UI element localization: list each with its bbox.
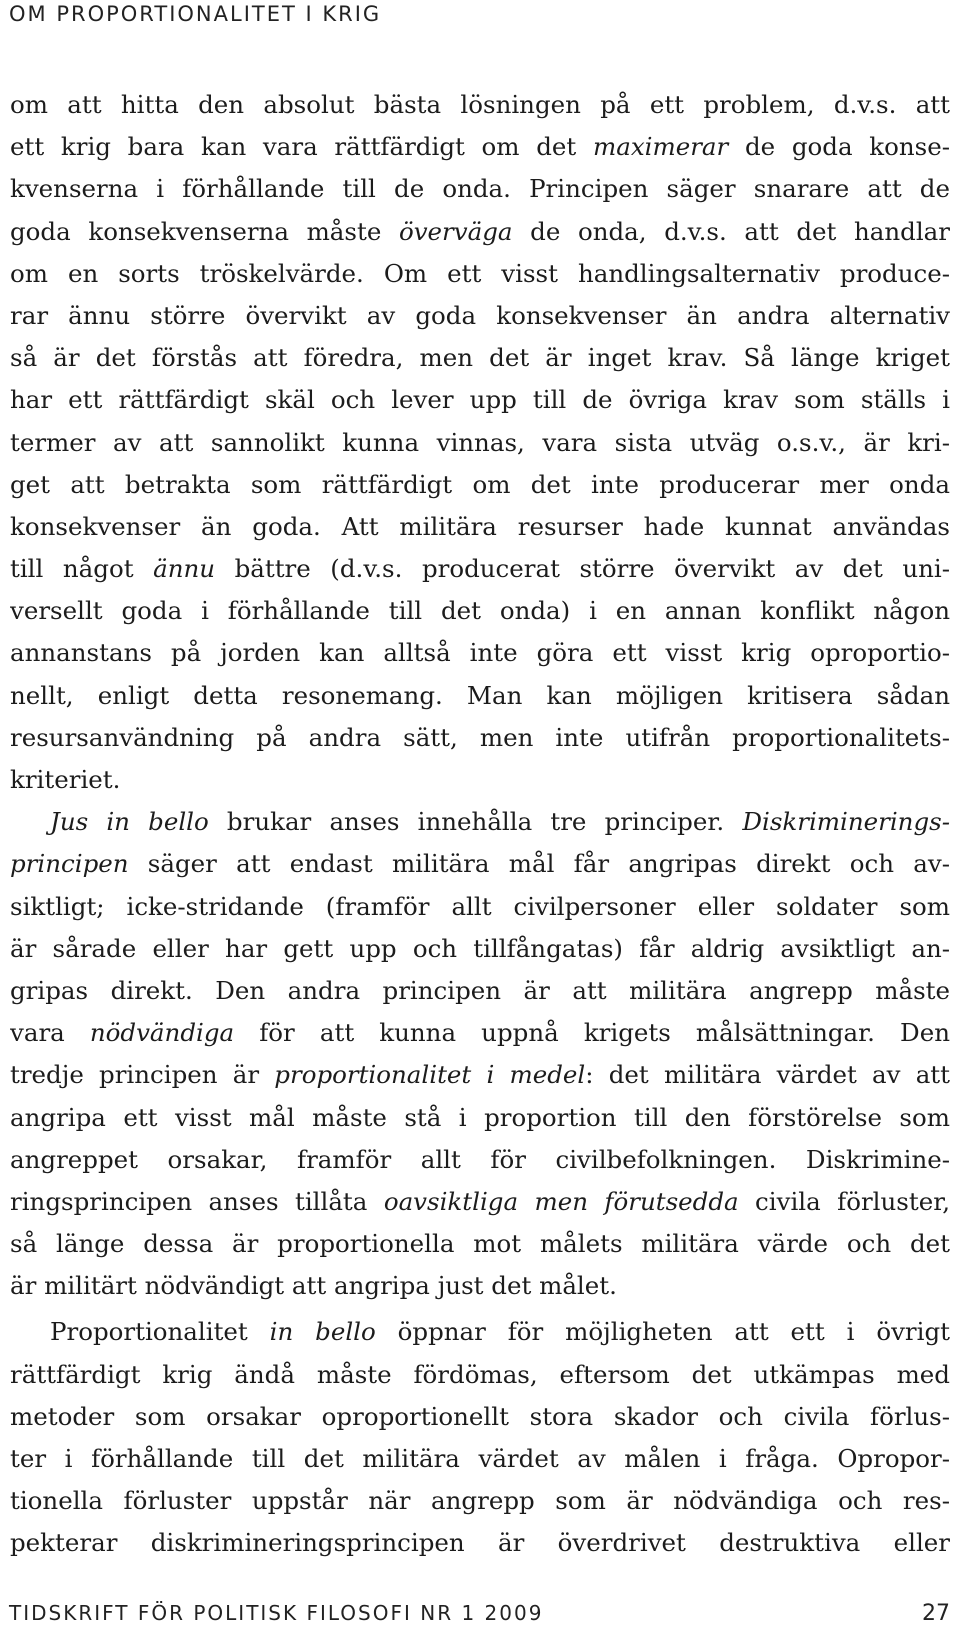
text-line: angreppet orsakar, framför allt för civilbefolkningen. Diskrimine-	[10, 1144, 950, 1174]
text-line: versellt goda i förhållande till det onda) i en annan konflikt någon	[10, 596, 950, 626]
text-line: annanstans på jorden kan alltså inte göra ett visst krig oproportio-	[10, 638, 950, 668]
text-line: kriteriet.	[10, 765, 121, 794]
text-line: rar ännu större övervikt av goda konsekvenser än andra alternativ	[10, 300, 950, 330]
running-head: OM PROPORTIONALITET I KRIG	[9, 2, 382, 26]
body-text	[10, 84, 950, 1565]
text-line: metoder som orsakar oproportionellt stora skador och civila förlus-	[10, 1401, 950, 1431]
text-line: om en sorts tröskelvärde. Om ett visst handlingsalternativ produce-	[10, 258, 950, 288]
text-line: rättfärdigt krig ändå måste fördömas, eftersom det utkämpas med	[10, 1359, 950, 1389]
page-number: 27	[922, 1601, 950, 1626]
text-line: ringsprincipen anses tillåta oavsiktliga men förutsedda civila förluster,	[10, 1186, 950, 1216]
text-line: pekterar diskrimineringsprincipen är överdrivet destruktiva eller	[10, 1528, 950, 1558]
text-line: Proportionalitet in bello öppnar för möjligheten att ett i övrigt	[50, 1317, 950, 1347]
text-line: nellt, enligt detta resonemang. Man kan möjligen kritisera sådan	[10, 680, 950, 710]
text-line: till något ännu bättre (d.v.s. producerat större övervikt av det uni-	[10, 554, 950, 584]
text-line: om att hitta den absolut bästa lösningen på ett problem, d.v.s. att	[10, 90, 950, 119]
text-line: är militärt nödvändigt att angripa just det målet.	[10, 1271, 617, 1301]
text-line: ter i förhållande till det militära värdet av målen i fråga. Opropor-	[10, 1444, 950, 1473]
text-line: tionella förluster uppstår när angrepp som är nödvändiga och res-	[10, 1486, 950, 1516]
text-line: principen säger att endast militära mål får angripas direkt och av-	[10, 849, 950, 879]
text-line: vara nödvändiga för att kunna uppnå krigets målsättningar. Den	[10, 1018, 950, 1048]
text-line: är sårade eller har gett upp och tillfångatas) får aldrig avsiktligt an-	[10, 933, 950, 963]
text-line: kvenserna i förhållande till de onda. Principen säger snarare att de	[10, 174, 950, 204]
text-line: siktligt; icke-stridande (framför allt civilpersoner eller soldater som	[10, 891, 950, 921]
journal-title: TIDSKRIFT FÖR POLITISK FILOSOFI NR 1 2009	[9, 1601, 544, 1625]
text-line: termer av att sannolikt kunna vinnas, vara sista utväg o.s.v., är kri-	[10, 427, 950, 457]
text-line: har ett rättfärdigt skäl och lever upp till de övriga krav som ställs i	[10, 385, 950, 415]
page-footer	[9, 1601, 950, 1626]
text-line: ett krig bara kan vara rättfärdigt om det maximerar de goda konse-	[10, 132, 950, 162]
text-line: Jus in bello brukar anses innehålla tre principer. Diskriminerings-	[50, 807, 950, 837]
text-line: resursanvändning på andra sätt, men inte utifrån proportionalitets-	[10, 722, 950, 752]
text-line: angripa ett visst mål måste stå i proportion till den förstörelse som	[10, 1102, 950, 1132]
text-line: get att betrakta som rättfärdigt om det inte producerar mer onda	[10, 469, 950, 499]
text-line: goda konsekvenserna måste överväga de onda, d.v.s. att det handlar	[10, 216, 950, 246]
text-line: konsekvenser än goda. Att militära resurser hade kunnat användas	[10, 511, 950, 541]
text-line: tredje principen är proportionalitet i medel: det militära värdet av att	[10, 1060, 950, 1090]
text-line: så är det förstås att föredra, men det är inget krav. Så länge kriget	[10, 343, 950, 373]
text-line: gripas direkt. Den andra principen är att militära angrepp måste	[10, 975, 950, 1005]
text-line: så länge dessa är proportionella mot målets militära värde och det	[10, 1229, 950, 1259]
